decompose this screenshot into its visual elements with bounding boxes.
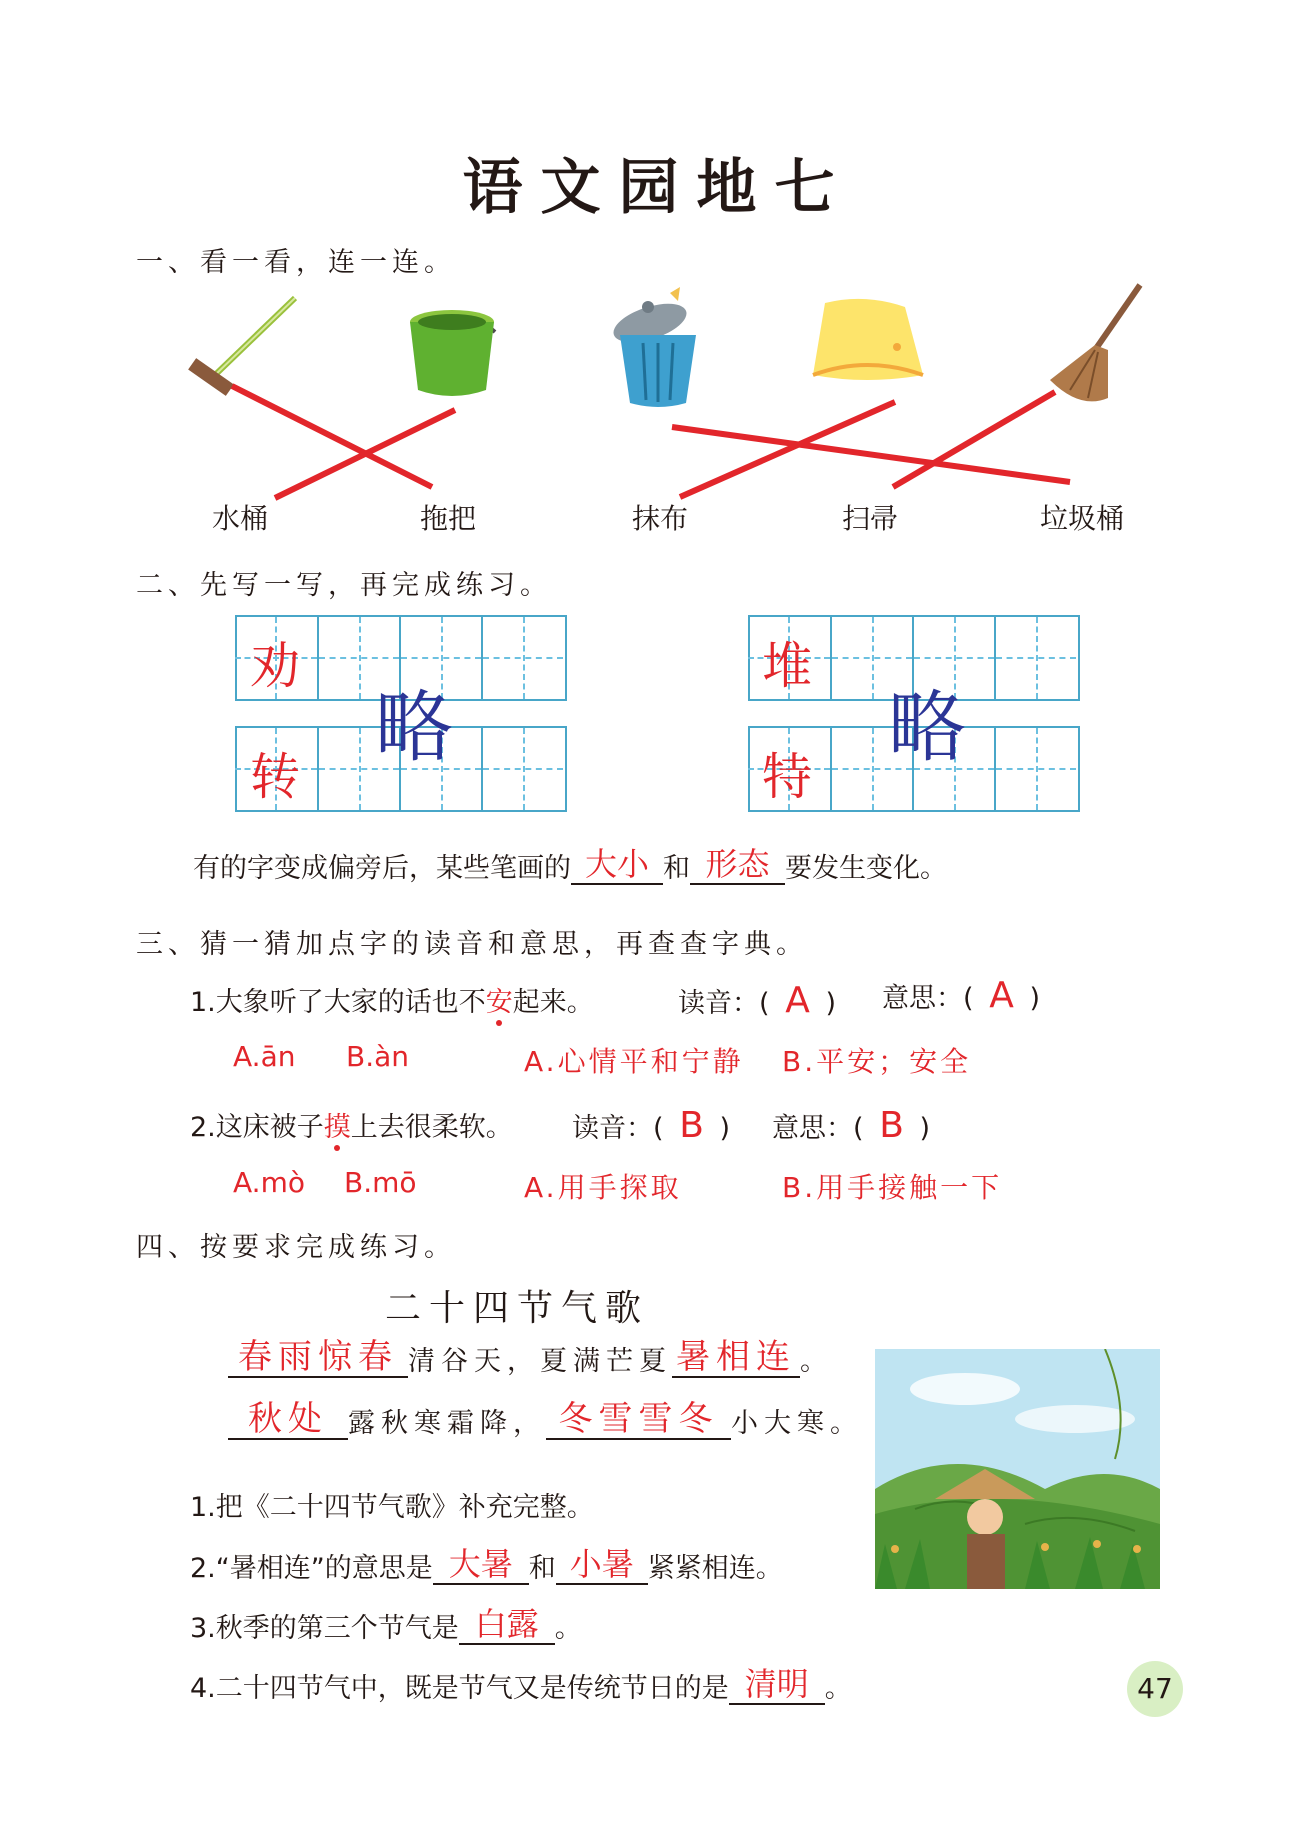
poem-title: 二十四节气歌 [385, 1288, 650, 1329]
option: A.mò [233, 1166, 305, 1199]
omitted-mark: 略 [375, 683, 454, 773]
poem-blank[interactable]: 春雨惊春 [228, 1338, 408, 1378]
dotted-char: 安 [485, 987, 513, 1018]
label-tuoba: 拖把 [419, 502, 476, 535]
page-number: 47 [1127, 1661, 1183, 1717]
farmer-field-illustration [875, 1349, 1160, 1589]
page-title: 语文园地七 [462, 153, 853, 223]
reading-bracket-2: 读音：( B ) [572, 1105, 731, 1146]
option: A.心情平和宁静 [524, 1045, 744, 1078]
label-lajitong: 垃圾桶 [1039, 502, 1124, 535]
line-broom-to-saozhou [893, 392, 1055, 487]
meaning-answer[interactable]: A [989, 975, 1014, 1016]
model-char-dui: 堆 [762, 637, 812, 695]
label-shuitong: 水桶 [211, 502, 268, 535]
answer-blank[interactable]: 小暑 [556, 1545, 648, 1585]
question-1: 1.大象听了大家的话也不安起来。 [190, 987, 594, 1018]
meaning-bracket-1: 意思：( A ) [882, 975, 1041, 1016]
poem-blank[interactable]: 暑相连 [672, 1338, 800, 1378]
line-cloth-to-mobu [680, 402, 895, 497]
model-char-te: 特 [762, 748, 812, 806]
sub-question-4: 4.二十四节气中，既是节气又是传统节日的是 清明 。 [190, 1665, 852, 1704]
answer-lines [0, 0, 1315, 520]
label-saozhou: 扫帚 [841, 502, 898, 535]
meaning-answer[interactable]: B [879, 1105, 904, 1146]
reading-bracket-1: 读音：( A ) [678, 980, 837, 1021]
question-2: 2.这床被子摸上去很柔软。 [190, 1112, 513, 1143]
option: B.用手接触一下 [782, 1171, 1003, 1204]
answer-blank[interactable]: 形态 [690, 845, 785, 885]
answer-blank[interactable]: 大暑 [433, 1545, 529, 1585]
option: A.ān [233, 1040, 296, 1073]
omitted-mark: 略 [888, 683, 967, 773]
option: A.用手探取 [524, 1171, 682, 1204]
radical-sentence: 有的字变成偏旁后，某些笔画的 大小 和 形态 要发生变化。 [193, 845, 947, 884]
poem-blank[interactable]: 冬雪雪冬 [546, 1400, 731, 1440]
section2-heading: 二、先写一写，再完成练习。 [136, 570, 552, 601]
sub-question-1: 1.把《二十四节气歌》补充完整。 [190, 1492, 594, 1523]
section4-heading: 四、按要求完成练习。 [136, 1232, 456, 1263]
section3-heading: 三、猜一猜加点字的读音和意思，再查查字典。 [136, 929, 808, 960]
sub-question-2: 2.“暑相连”的意思是 大暑 和 小暑 紧紧相连。 [190, 1545, 783, 1584]
answer-blank[interactable]: 白露 [459, 1605, 555, 1645]
label-mobu: 抹布 [631, 502, 688, 535]
model-char-quan: 劝 [250, 637, 300, 695]
poem-line-2: 秋处 露秋寒霜降， 冬雪雪冬 小大寒。 [228, 1400, 863, 1440]
answer-blank[interactable]: 大小 [571, 845, 663, 885]
reading-answer[interactable]: A [785, 980, 810, 1021]
option: B.平安；安全 [782, 1045, 972, 1078]
answer-blank[interactable]: 清明 [729, 1665, 825, 1705]
sub-question-3: 3.秋季的第三个节气是 白露 。 [190, 1605, 582, 1644]
reading-answer[interactable]: B [679, 1105, 704, 1146]
section1-heading: 一、看一看，连一连。 [136, 247, 456, 278]
option: B.àn [346, 1040, 410, 1073]
dotted-char: 摸 [323, 1112, 351, 1143]
poem-line-1: 春雨惊春 清谷天，夏满芒夏 暑相连 。 [228, 1338, 833, 1378]
poem-blank[interactable]: 秋处 [228, 1400, 348, 1440]
option: B.mō [344, 1166, 417, 1199]
meaning-bracket-2: 意思：( B ) [772, 1105, 931, 1146]
model-char-zhuan: 转 [250, 748, 300, 806]
